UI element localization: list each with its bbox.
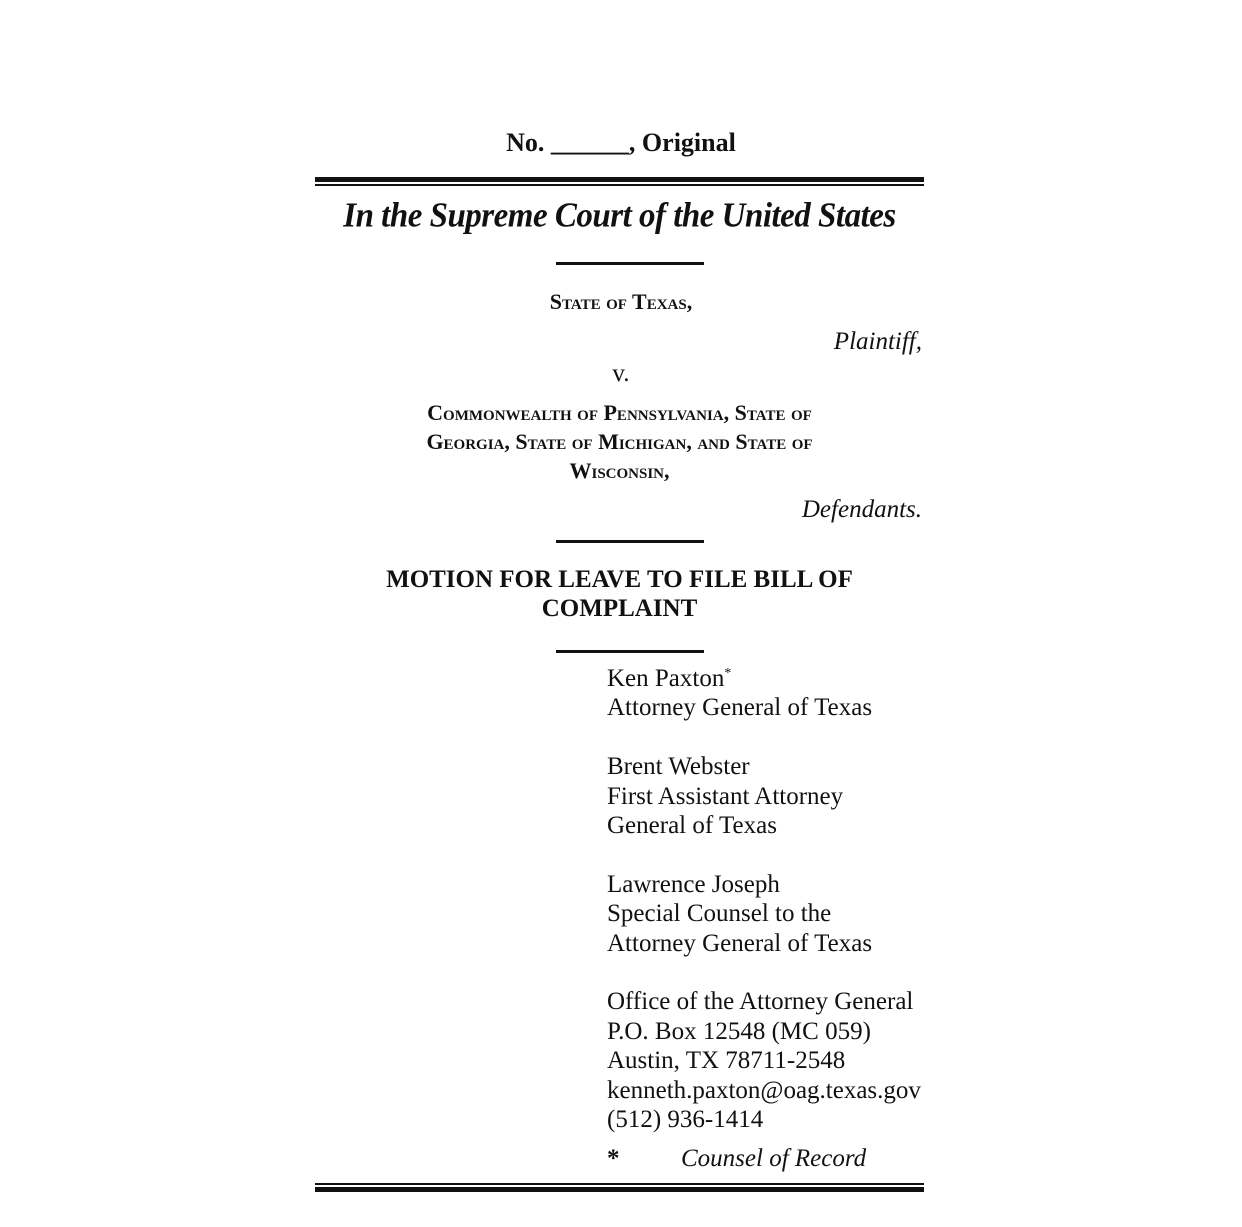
plaintiff-role: Plaintiff, <box>833 328 922 355</box>
motion-title-line: COMPLAINT <box>541 595 698 622</box>
counsel-block <box>607 664 921 723</box>
counsel-list <box>607 664 921 1134</box>
counsel-of-record-mark: * <box>724 666 732 681</box>
counsel-block <box>607 752 921 840</box>
counsel-of-record-note <box>607 1145 866 1173</box>
defendants-line: Wisconsin, <box>569 458 670 483</box>
counsel-line: Attorney General of Texas <box>607 694 873 722</box>
counsel-line: General of Texas <box>607 812 777 840</box>
court-heading: In the Supreme Court of the United States <box>343 197 896 235</box>
counsel-line: Brent Webster <box>607 753 750 781</box>
footnote-mark: * <box>607 1145 620 1172</box>
counsel-block <box>607 870 921 958</box>
section-divider <box>556 540 704 543</box>
defendants-names <box>315 398 924 485</box>
counsel-line <box>607 664 921 693</box>
defendants-line: Georgia, State of Michigan, and State of <box>426 429 813 454</box>
footnote-text: Counsel of Record <box>681 1145 867 1172</box>
defendants-line: Commonwealth of Pennsylvania, State of <box>427 400 812 425</box>
versus: v. <box>612 360 630 387</box>
counsel-line: Lawrence Joseph <box>607 870 780 898</box>
section-divider <box>556 262 704 265</box>
address-line: P.O. Box 12548 (MC 059) <box>607 1017 871 1045</box>
bottom-rule-thin <box>315 1183 924 1185</box>
counsel-name: Ken Paxton <box>607 665 725 692</box>
counsel-line: Special Counsel to the <box>607 900 832 928</box>
top-rule-thick <box>315 177 924 182</box>
section-divider <box>556 650 704 653</box>
office-address-block <box>607 987 921 1134</box>
email-address: kenneth.paxton@oag.texas.gov <box>607 1076 921 1104</box>
address-line: Office of the Attorney General <box>607 988 914 1016</box>
address-line: Austin, TX 78711-2548 <box>607 1047 846 1075</box>
defendants-role: Defendants. <box>801 496 922 523</box>
counsel-line: Attorney General of Texas <box>607 929 873 957</box>
motion-title-line: MOTION FOR LEAVE TO FILE BILL OF <box>386 566 853 593</box>
bottom-rule-thick <box>315 1187 924 1192</box>
docket-number: No. ______, Original <box>506 128 736 157</box>
counsel-line: First Assistant Attorney <box>607 782 844 810</box>
plaintiff-name: State of Texas, <box>549 289 693 314</box>
motion-title <box>315 565 924 623</box>
phone-number: (512) 936-1414 <box>607 1106 764 1134</box>
top-rule-thin <box>315 184 924 186</box>
